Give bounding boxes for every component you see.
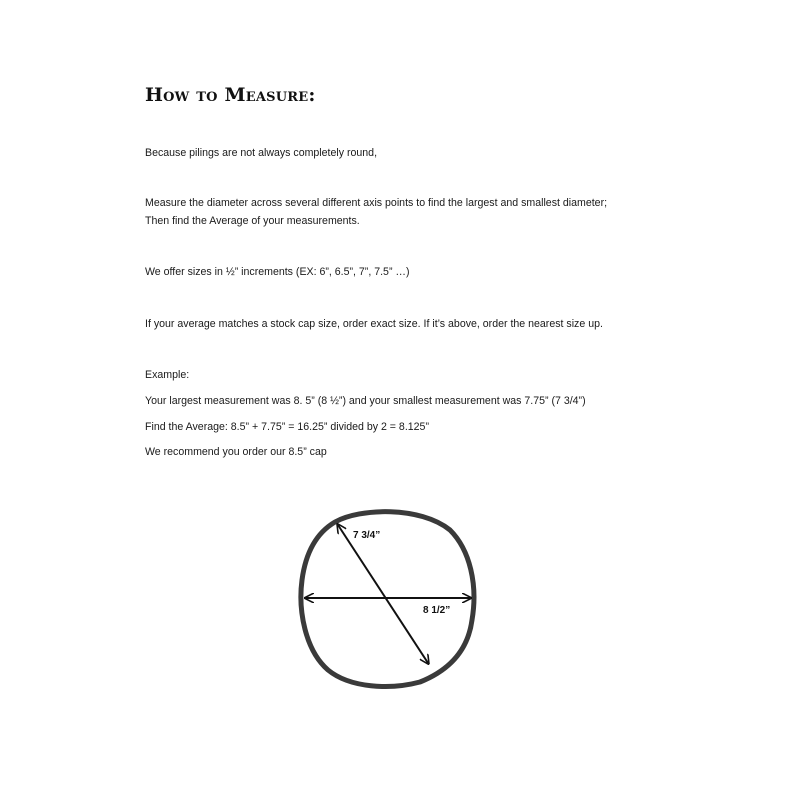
- small-diameter-arrow: [338, 525, 428, 663]
- page-title: How to Measure:: [145, 84, 316, 106]
- large-diameter-label: 8 1/2”: [423, 605, 451, 616]
- instruction-line-1: Measure the diameter across several different axis points to find the largest and smallest diameter;: [145, 197, 608, 209]
- example-heading: Example:: [145, 369, 190, 381]
- intro-line: Because pilings are not always completely round,: [145, 147, 378, 159]
- ordering-rule-line: If your average matches a stock cap size, order exact size. If it’s above, order the nearest size up.: [145, 318, 603, 330]
- measurement-diagram: [290, 500, 490, 700]
- example-measurements-line: Your largest measurement was 8. 5” (8 ½”) and your smallest measurement was 7.75” (7 3/4”): [145, 395, 586, 407]
- sizes-line: We offer sizes in ½” increments (EX: 6”, 6.5”, 7”, 7.5” …): [145, 266, 410, 278]
- example-average-line: Find the Average: 8.5” + 7.75” = 16.25” divided by 2 = 8.125”: [145, 421, 429, 433]
- instruction-line-2: Then find the Average of your measurements.: [145, 215, 360, 227]
- small-diameter-label: 7 3/4”: [353, 530, 381, 541]
- example-recommendation-line: We recommend you order our 8.5” cap: [145, 446, 327, 458]
- measurement-diagram-svg: [290, 500, 490, 700]
